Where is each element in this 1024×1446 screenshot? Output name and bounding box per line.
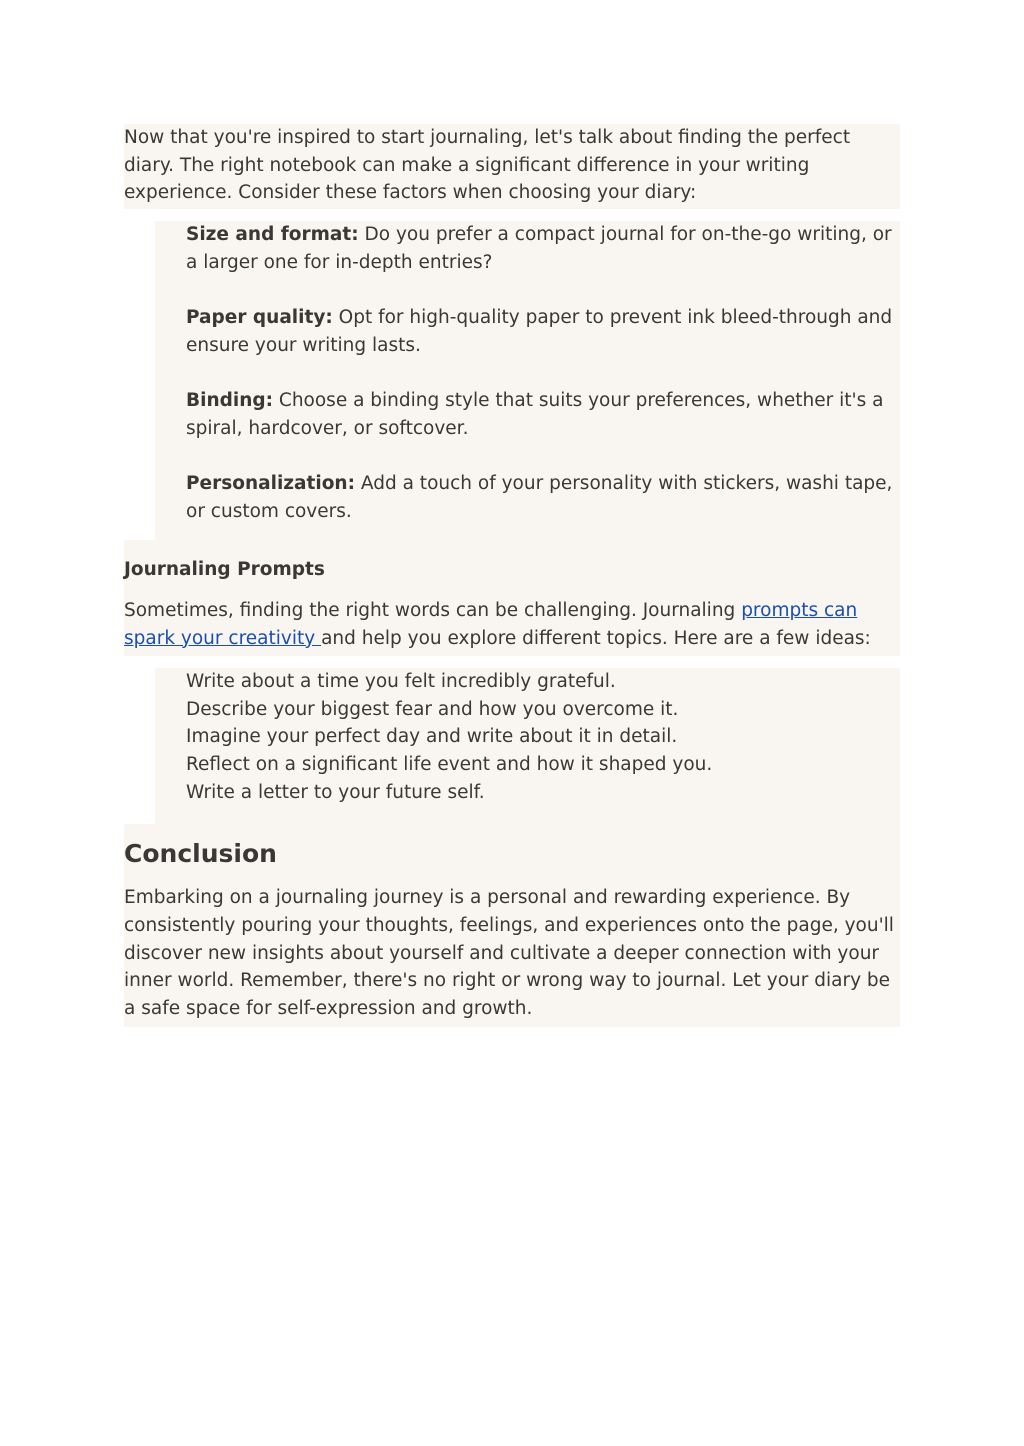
list-item: Describe your biggest fear and how you overcome it. — [186, 698, 679, 720]
prompts-heading: Journaling Prompts — [124, 558, 325, 580]
list-item — [186, 470, 900, 525]
factor-term: Paper quality: — [186, 307, 333, 329]
list-item — [186, 221, 900, 276]
list-item: Reflect on a significant life event and how it shaped you. — [186, 753, 713, 775]
factor-term: Binding: — [186, 390, 274, 412]
conclusion-heading: Conclusion — [124, 839, 277, 869]
prompts-link[interactable]: prompts can spark your creativity — [124, 599, 858, 649]
factor-text: Add a touch of your personality with stickers, washi tape, or custom covers. — [186, 473, 893, 523]
intro-paragraph: Now that you're inspired to start journaling, let's talk about finding the perfect diary. The right notebook can make a significant difference in your writing experience. Consider these factors when choosing your diary: — [124, 127, 851, 204]
list-item: Imagine your perfect day and write about it in detail. — [186, 726, 678, 748]
factor-term: Personalization: — [186, 473, 356, 495]
factor-text: Choose a binding style that suits your preferences, whether it's a spiral, hardcover, or softcover. — [186, 390, 884, 439]
intro-block — [124, 124, 900, 209]
list-item — [186, 304, 900, 359]
document-page — [124, 124, 900, 1027]
factor-text: Opt for high-quality paper to prevent ink bleed-through and ensure your writing lasts. — [186, 307, 893, 356]
list-item: Write about a time you felt incredibly grateful. — [186, 671, 616, 693]
conclusion-block — [124, 824, 900, 1027]
factor-text: Do you prefer a compact journal for on-the-go writing, or a larger one for in-depth entries? — [186, 224, 892, 273]
prompts-paragraph — [124, 597, 900, 656]
conclusion-paragraph: Embarking on a journaling journey is a personal and rewarding experience. By consistently pouring your thoughts, feelings, and experiences onto the page, you'll discover new insights about yourself and cultivate a deeper connection with your inner world. Remember, there's no right or wrong way to journal. Let your diary be a safe space for self-expression and growth. — [124, 887, 894, 1019]
prompts-list — [155, 668, 900, 824]
factor-term: Size and format: — [186, 224, 359, 246]
prompts-intro-block — [124, 540, 900, 656]
prompts-text-after: and help you explore different topics. Here are a few ideas: — [321, 627, 871, 649]
diary-factors-list — [155, 221, 900, 540]
list-item — [186, 387, 900, 442]
list-item: Write a letter to your future self. — [186, 781, 485, 803]
prompts-text-before: Sometimes, finding the right words can be challenging. Journaling — [124, 599, 742, 621]
